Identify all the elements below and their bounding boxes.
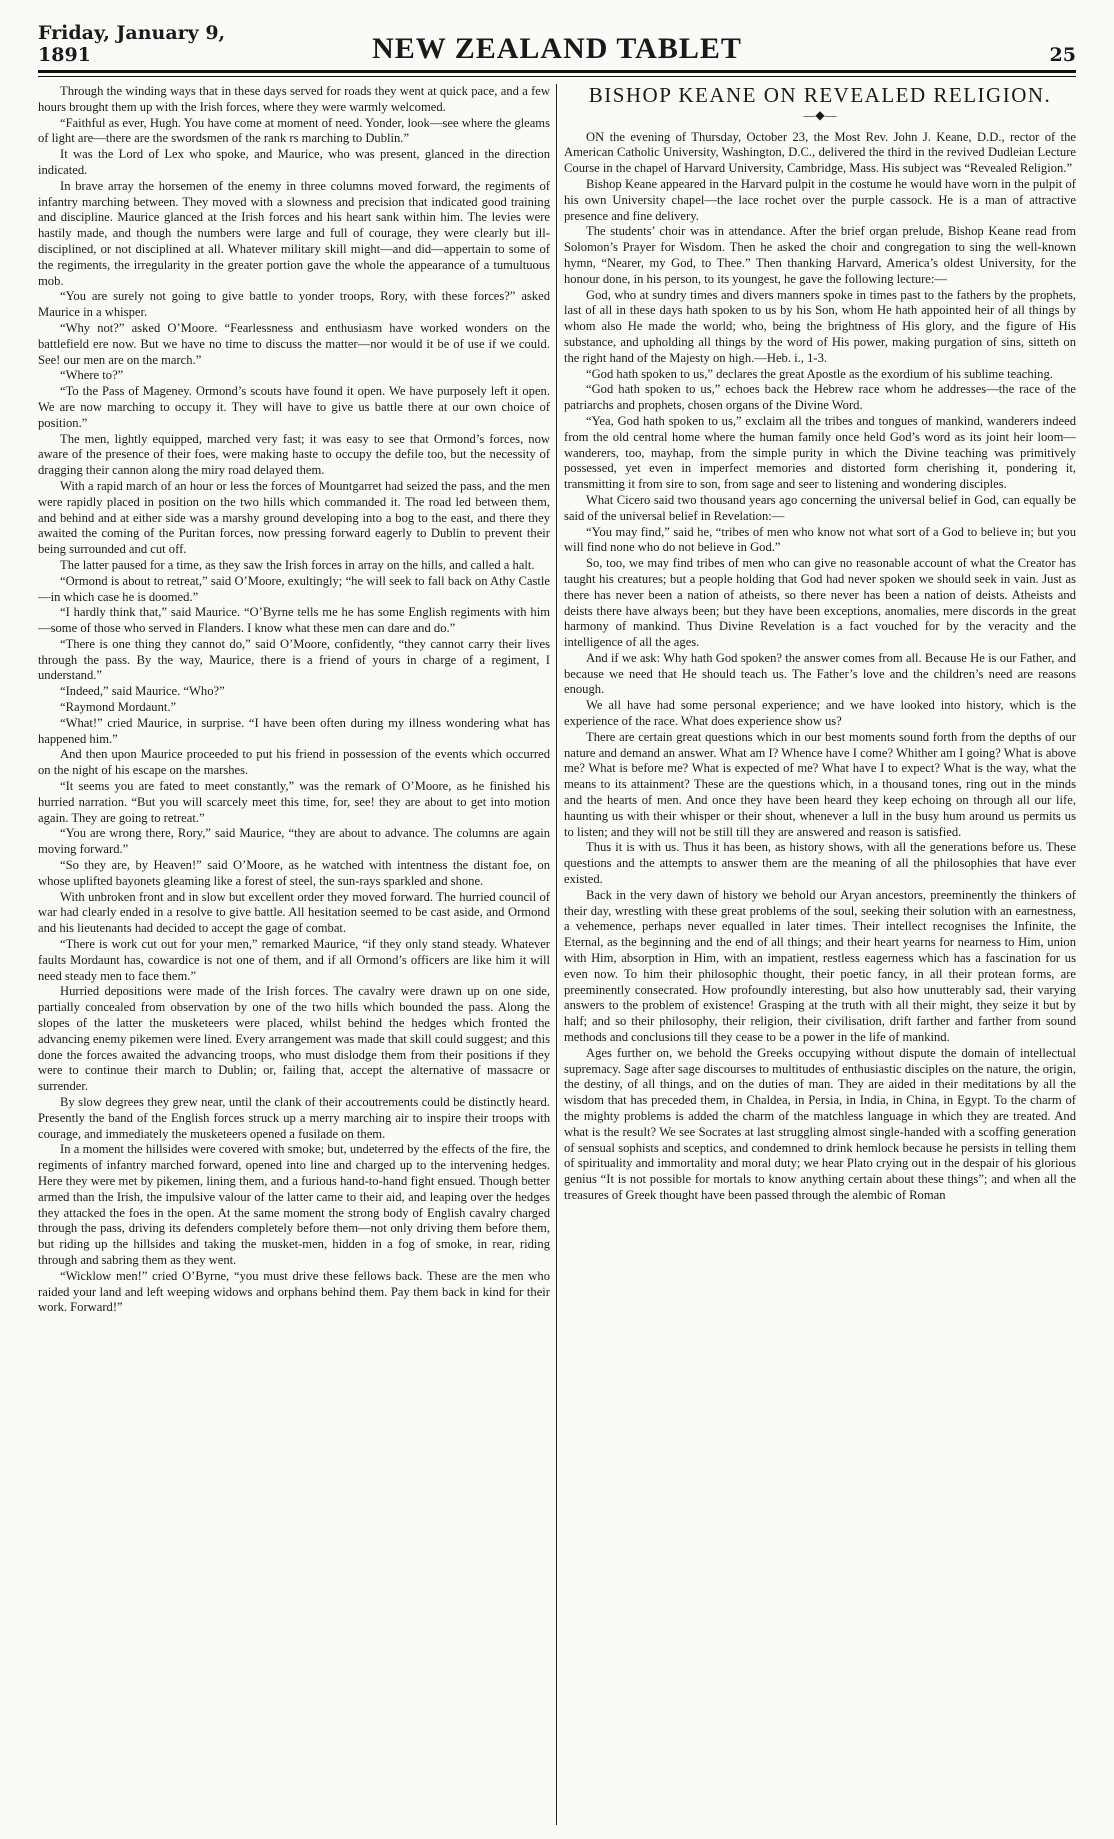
paragraph: In brave array the horsemen of the enemy in three columns moved forward, the regiments of infantry marching between. They moved with a slowness and precision that indicated good training and discipline. Maurice glanced at the Irish forces and his heart sank within him. The levies were hastily made, and though the numbers were large and full of courage, they were clearly but ill-disciplined, or not disciplined at all. Whatever military skill might—and did—appertain to some of the regiments, the irregularity in the greater portion gave the whole the appearance of a tumultuous mob. xyxy=(38,178,550,288)
paragraph: Back in the very dawn of history we behold our Aryan ancestors, preeminently the thinkers of their day, wrestling with these great problems of the soul, seeking their solution with an earnestness, a vehemence, perhaps never equalled in later times. Their intellect recognises the Infinite, the Eternal, as the beginning and the end of all things; and their heart yearns for nearness to Him, union with Him, absorption in Him, with an impatient, restless eagerness which has a fascination for us even now. To him their philosophic thought, their poetic fancy, in all their protean forms, are preeminently consecrated. How profoundly interesting, but also how unutterably sad, their varying answers to the problem of existence! Grasping at the truth with all their might, they seize it but by half; and so their philosophy, their religion, their civilisation, drift farther and farther from sound methods and conclusions till they cease to be a power in the life of mankind. xyxy=(564,887,1076,1045)
paragraph: “You are surely not going to give battle to yonder troops, Rory, with these forces?” asked Maurice in a whisper. xyxy=(38,289,550,320)
paragraph: “I hardly think that,” said Maurice. “O’Byrne tells me he has some English regiments with him—some of those who served in Flanders. I know what these men can dare and do.” xyxy=(38,605,550,636)
paragraph: “God hath spoken to us,” declares the great Apostle as the exordium of his sublime teaching. xyxy=(586,366,1053,381)
paragraph: The students’ choir was in attendance. After the brief organ prelude, Bishop Keane read from Solomon’s Prayer for Wisdom. Then he asked the choir and congregation to sing the well-known hymn, “Nearer, my God, to Thee.” Then thanking Harvard, America’s oldest University, for the honour done, in his person, to its youngest, he gave the following lecture:— xyxy=(564,224,1076,286)
paragraph: “Why not?” asked O’Moore. “Fearlessness and enthusiasm have worked wonders on the battlefield ere now. But we have no time to discuss the matter—nor would it be of use if we could. See! our men are on the march.” xyxy=(38,320,550,367)
article-body xyxy=(564,130,1076,1204)
left-column-serial-story xyxy=(38,84,550,1825)
paragraph: What Cicero said two thousand years ago concerning the universal belief in God, can equally be said of the universal belief in Revelation:— xyxy=(564,492,1076,523)
page-number: 25 xyxy=(1049,44,1076,66)
paragraph: “What!” cried Maurice, in surprise. “I have been often during my illness wondering what has happened him.” xyxy=(38,715,550,746)
paragraph: “Where to?” xyxy=(60,368,124,383)
paragraph: “You are wrong there, Rory,” said Maurice, “they are about to advance. The columns are again moving forward.” xyxy=(38,826,550,857)
paragraph: “Ormond is about to retreat,” said O’Moore, exultingly; “he will seek to fall back on Athy Castle—in which case he is doomed.” xyxy=(38,573,550,604)
paragraph: There are certain great questions which in our best moments sound forth from the depths of our nature and demand an answer. What am I? Whence have I come? Whither am I going? What is above me? What is before me? What is expected of me? What have I to expect? What is the way, what the means to its attainment? These are the questions which, in a thousand tones, ring out in the minds and the hearts of men. And once they have been heard they keep echoing on through all our life, haunting us with their whisper or their shout, whenever a lull in the busy hum around us permits us to listen; and they will not be still till they are answered and reason is satisfied. xyxy=(564,729,1076,839)
paragraph: ON the evening of Thursday, October 23, the Most Rev. John J. Keane, D.D., rector of the American Catholic University, Washington, D.C., delivered the third in the revived Dudleian Lecture Course in the chapel of Harvard University, Cambridge, Mass. His subject was “Revealed Religion.” xyxy=(564,129,1076,176)
paragraph: So, too, we may find tribes of men who can give no reasonable account of what the Creator has taught his creatures; but a people holding that God had never spoken we should seek in vain. Just as there has never been a nation of atheists, so there never has been a nation of deists. Atheists and deists there have always been; but they have been exceptions, anomalies, mere discords in the great harmony of mankind. Thus Divine Revelation is a fact vouched for by the veracity and the intelligence of all the ages. xyxy=(564,556,1076,650)
paragraph: Ages further on, we behold the Greeks occupying without dispute the domain of intellectual supremacy. Sage after sage discourses to multitudes of enthusiastic disciples on the nature, the origin, the destiny, of all things, and on the duties of man. They are aided in their meditations by all the wisdom that has preceded them, in Chaldea, in Persia, in India, in China, in Egypt. To the charm of the mighty problems is added the charm of the matchless language in which they are treated. And what is the result? We see Socrates at last struggling almost single-handed with a scoffing generation of sensual sophists and sceptics, and condemned to drink hemlock because he persists in telling them of spirituality and immortality and moral duty; we hear Plato crying out in the despair of his glorious genius “It is not possible for mortals to know anything certain about these things”; and when all the treasures of Greek thought have been passed through the alembic of Roman xyxy=(564,1045,1076,1202)
paragraph: With a rapid march of an hour or less the forces of Mountgarret had seized the pass, and the men were rapidly placed in position on the two hills which commanded it. The road led between them, and behind and at either side was a marshy ground developing into a bog to the east, and there they awaited the coming of the Puritan forces, now pressing forward eagerly to Dublin to prevent their being surrounded and cut off. xyxy=(38,478,550,557)
paragraph: God, who at sundry times and divers manners spoke in times past to the fathers by the prophets, last of all in these days hath spoken to us by his Son, whom He hath appointed heir of all things by whom also He made the world; who, being the brightness of His glory, and the figure of His substance, and upholding all things by the word of His power, making purgation of sins, sitteth on the right hand of the Majesty on high.—Heb. i., 1-3. xyxy=(564,287,1076,365)
paragraph: In a moment the hillsides were covered with smoke; but, undeterred by the effects of the fire, the regiments of infantry marched forward, opened into line and charged up to the intervening hedges. Here they were met by pikemen, lining them, and a furious hand-to-hand fight ensued. Though better armed than the Irish, the impulsive valour of the latter came to their aid, and leaping over the hedges they attacked the foes in the open. At the same moment the strong body of English cavalry charged through the pass, driving its defenders completely before them—not only driving them before them, but riding up the hillsides and taking the musket-men, hidden in a fog of smoke, in rear, riding through and sabring them as they went. xyxy=(38,1142,550,1267)
paragraph: “Indeed,” said Maurice. “Who?” xyxy=(60,684,225,699)
paragraph: Hurried depositions were made of the Irish forces. The cavalry were drawn up on one side, partially concealed from observation by one of the two hills which bounded the pass. Along the slopes of the latter the musketeers were placed, whilst behind the hedges which fronted the advancing enemy pikemen were lined. Every arrangement was made that skill could suggest; and this done the forces awaited the advancing troops, who must dislodge them from their positions if they were to continue their march to Dublin; or, failing that, accept the alternative of massacre or surrender. xyxy=(38,984,550,1094)
masthead-rule-thin xyxy=(38,76,1076,77)
paragraph: “Wicklow men!” cried O’Byrne, “you must drive these fellows back. These are the men who raided your land and left weeping widows and orphans behind them. Pay them back in kind for their work. Forward!” xyxy=(38,1268,550,1315)
paragraph: “You may find,” said he, “tribes of men who know not what sort of a God to believe in; but you will find none who do not believe in God.” xyxy=(564,524,1076,555)
paragraph: The latter paused for a time, as they saw the Irish forces in array on the hills, and called a halt. xyxy=(60,557,535,572)
paragraph: The men, lightly equipped, marched very fast; it was easy to see that Ormond’s forces, now aware of the presence of their foes, were making haste to occupy the defile too, but the necessity of dragging their cannon along the miry road delayed them. xyxy=(38,431,550,478)
paragraph: We all have had some personal experience; and we have looked into history, which is the experience of the race. What does experience show us? xyxy=(564,698,1076,729)
paragraph: “Raymond Mordaunt.” xyxy=(60,700,177,715)
ornament-divider: —◆— xyxy=(803,107,837,122)
paragraph: By slow degrees they grew near, until the clank of their accoutrements could be distinctly heard. Presently the band of the English forces struck up a merry marching air to inspire their troops with courage, and immediately the musketeers opened a fusilade on them. xyxy=(38,1095,550,1141)
paragraph: “Yea, God hath spoken to us,” exclaim all the tribes and tongues of mankind, wanderers indeed from the old central home where the human family once held God’s word as its joint heir loom—wanderers, too, mayhap, from the simple purity in which the Divine teaching was primitively possessed, yet even in imperfect memories and distorted form cherishing it, pondering it, transmitting it from sire to son, from sage and seer to listening and wondering disciples. xyxy=(564,413,1076,492)
paragraph: “To the Pass of Mageney. Ormond’s scouts have found it open. We have purposely left it open. We are now marching to occupy it. They will have to give us battle there at our own choice of position.” xyxy=(38,384,550,430)
paragraph: And if we ask: Why hath God spoken? the answer comes from all. Because He is our Father, and because we need that He should teach us. The Father’s love and the children’s need are reasons enough. xyxy=(564,650,1076,697)
paragraph: Through the winding ways that in these days served for roads they went at quick pace, and a few hours brought them up with the Irish forces, where they were warmly welcomed. xyxy=(38,84,550,114)
paragraph: “So they are, by Heaven!” said O’Moore, as he watched with intentness the distant foe, on whose uplifted bayonets gleaming like a forest of steel, the sun-rays sparkled and shone. xyxy=(38,858,550,888)
newspaper-title: NEW ZEALAND TABLET xyxy=(372,32,742,65)
paragraph: And then upon Maurice proceeded to put his friend in possession of the events which occurred on the night of his escape on the marshes. xyxy=(38,747,550,778)
paragraph: “Faithful as ever, Hugh. You have come at moment of need. Yonder, look—see where the gleams of light are—there are the swordsmen of the rank rs marching to Dublin.” xyxy=(38,115,550,146)
paragraph: It was the Lord of Lex who spoke, and Maurice, who was present, glanced in the direction indicated. xyxy=(38,147,550,177)
paragraph: “God hath spoken to us,” echoes back the Hebrew race whom he addresses—the race of the patriarchs and prophets, chosen organs of the Divine Word. xyxy=(564,382,1076,413)
paragraph: With unbroken front and in slow but excellent order they moved forward. The hurried council of war had clearly ended in a resolve to give battle. All hesitation seemed to be cast aside, and Ormond and his lieutenants had decided to accept the gage of combat. xyxy=(38,889,550,936)
paragraph: “There is work cut out for your men,” remarked Maurice, “if they only stand steady. Whatever faults Mordaunt has, cowardice is not one of them, and if all Ormond’s officers are like him it will need steady men to face them.” xyxy=(38,937,550,983)
masthead-rule-thick xyxy=(38,70,1076,73)
paragraph: “It seems you are fated to meet constantly,” was the remark of O’Moore, as he finished his hurried narration. “But you will scarcely meet this time, for, see! they are about to get into motion again. They are going to retreat.” xyxy=(38,779,550,825)
paragraph: Bishop Keane appeared in the Harvard pulpit in the costume he would have worn in the pulpit of his own University chapel—the lace rochet over the purple cassock. He is a man of attractive presence and fine delivery. xyxy=(564,176,1076,223)
article-title: BISHOP KEANE ON REVEALED RELIGION. xyxy=(588,84,1052,107)
issue-date: Friday, January 9, 1891 xyxy=(38,22,226,66)
paragraph: Thus it is with us. Thus it has been, as history shows, with all the generations before us. These questions and the attempts to answer them are the meaning of all the philosophies that have ever existed. xyxy=(564,840,1076,887)
masthead xyxy=(38,22,1076,66)
right-column-article xyxy=(564,84,1076,1825)
column-divider xyxy=(556,84,557,1825)
paragraph: “There is one thing they cannot do,” said O’Moore, confidently, “they cannot carry their lives through the pass. By the way, Maurice, there is a friend of yours in charge of a regiment, I understand.” xyxy=(38,636,550,683)
